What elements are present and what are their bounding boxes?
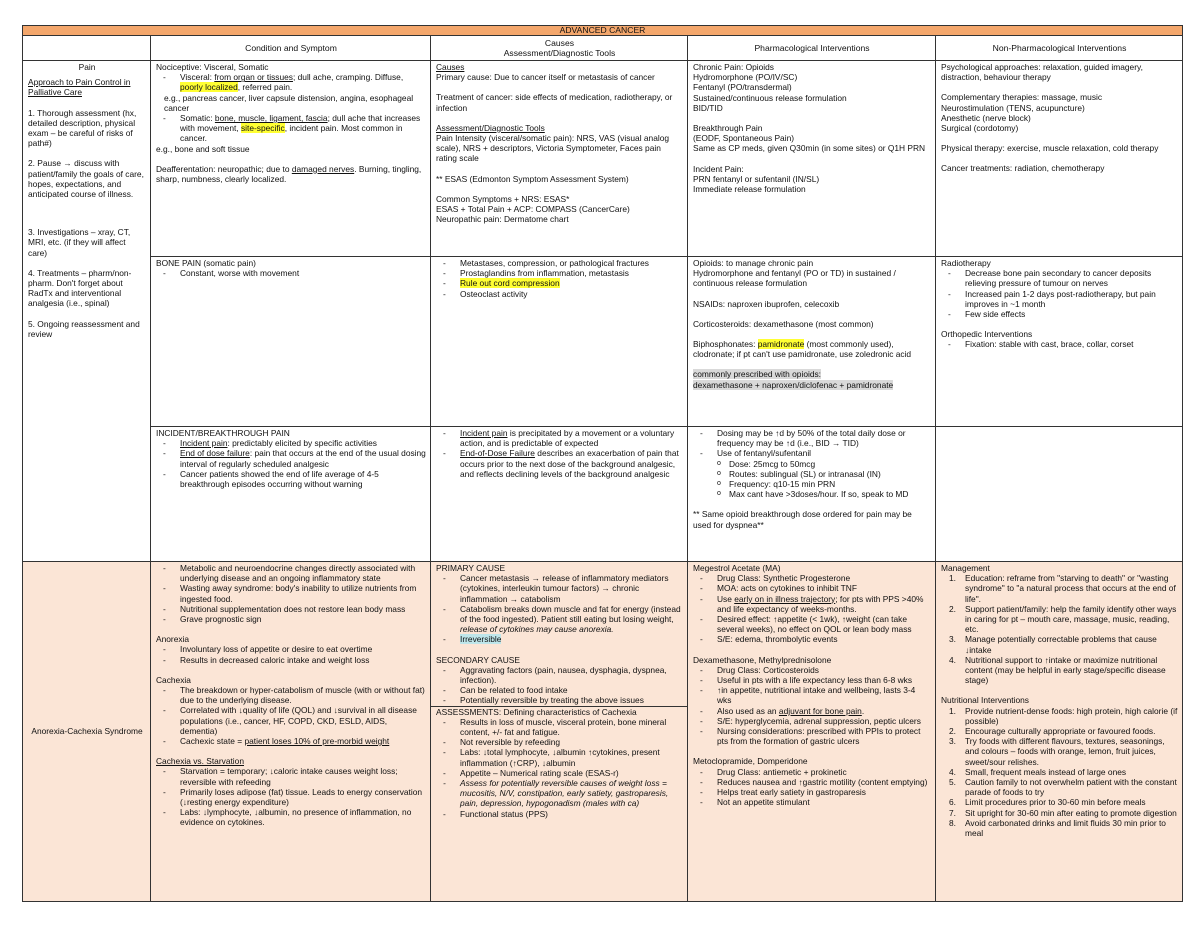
anorexia-causes-cell: PRIMARY CAUSE - Cancer metastasis → release of inflammatory mediators (cytokines, interleukin tumour factors) → chronic inflammation → catabolism - Catabolism breaks down muscle and fat for energy (instead of the food ingested). Patient still eating but losing weight, release of cytokines may cause anorexia. - Irreversible SECONDARY CAUSE - Aggravating factors (pain, nausea, dysphagia, dyspnea, infection). - Can be related to food intake - Potentially reversible by treating the above issues ASSESSMENTS: Defining characteristics of Cachexia - Results in loss of muscle, visceral protein, bone mineral content, +/- fat and fatigue. - Not reversible by refeeding - Labs: ↓total lymphocyte, ↓albumin ↑cytokines, present inflammation (↑CRP), ↓albumin - Appetite – Numerical rating scale (ESAS-r) - Assess for potentially reversible causes of weight loss = mucositis, N/V, constipation, early satiety, gastroparesis, pain, depression, hypogonadism (males with ca) - Functional status (PPS) xyxy=(431,562,688,902)
anorexia-row xyxy=(23,562,1183,902)
pain-topic-name: Pain xyxy=(78,62,96,72)
list-item: - Cancer metastasis → release of inflammatory mediators (cytokines, interleukin tumour factors) → chronic inflammation → catabolism xyxy=(436,573,683,604)
list-item: - Primarily loses adipose (fat) tissue. Leads to energy conservation (↓resting energy expenditure) xyxy=(156,787,426,807)
pain-step: 2. Pause → discuss with patient/family the goals of care, hopes, expectations, and anticipated course of illness. xyxy=(28,158,144,200)
anorexia-pharm-cell: Megestrol Acetate (MA) - Drug Class: Synthetic Progesterone - MOA: acts on cytokines to inhibit TNF - Use early on in illness trajectory; for pts with PPS >40% and life expectancy of weeks-months. - Desired effect: ↑appetite (< 1wk), ↑weight (can take several weeks), no effect on QOL or lean body mass - S/E: edema, thrombolytic events Dexamethasone, Methylprednisolone - Drug Class: Corticosteroids - Useful in pts with a life expectancy less than 6-8 wks - ↑in appetite, nutritional intake and wellbeing, lasts 3-4 wks - Also used as an adjuvant for bone pain. - S/E: hyperglycemia, adrenal suppression, peptic ulcers - Nursing considerations: prescribed with PPIs to protect pts from the formation of gastric ulcers Metoclopramide, Domperidone - Drug Class: antiemetic + prokinetic - Reduces nausea and ↑gastric motility (content emptying) - Helps treat early satiety in gastroparesis - Not an appetite stimulant xyxy=(688,562,936,902)
list-item: - Metastases, compression, or pathological fractures xyxy=(436,258,683,268)
list-item: - Labs: ↓total lymphocyte, ↓albumin ↑cytokines, present inflammation (↑CRP), ↓albumin xyxy=(436,747,683,767)
list-item: o Dose: 25mcg to 50mcg xyxy=(693,459,931,469)
list-item: - Osteoclast activity xyxy=(436,289,683,299)
incident-nonpharm-cell xyxy=(936,427,1183,562)
anorexia-condition-cell: - Metabolic and neuroendocrine changes directly associated with underlying disease and an ongoing inflammatory state - Wasting away syndrome: body's inability to utilize nutrients from ingested food. - Nutritional supplementation does not restore lean body mass - Grave prognostic sign Anorexia - Involuntary loss of appetite or desire to eat overtime - Results in decreased caloric intake and weight loss Cachexia - The breakdown or hyper-catabolism of muscle (with or without fat) due to the underlying disease. - Correlated with ↓quality of life (QOL) and ↓survival in all disease populations (i.e., cancer, HF, COPD, CKD, ESLD, AIDS, dementia) - Cachexic state = patient loses 10% of pre-morbid weight Cachexia vs. Starvation - Starvation = temporary; ↓caloric intake causes weight loss; reversible with refeeding - Primarily loses adipose (fat) tissue. Leads to energy conservation (↓resting energy expenditure) - Labs: ↓lymphocyte, ↓albumin, no presence of inflammation, no evidence on cytokines. xyxy=(151,562,431,902)
list-item: - Increased pain 1-2 days post-radiotherapy, but pain improves in ~1 month xyxy=(941,289,1178,309)
pain-topic-cell xyxy=(23,61,151,562)
incident-pain-cell: INCIDENT/BREAKTHROUGH PAIN - Incident pain: predictably elicited by specific activities - End of dose failure: pain that occurs at the end of the usual dosing interval of regularly scheduled analgesic - Cancer patients showed the end of life average of 4-5 breakthrough episodes occurring without warning xyxy=(151,427,431,562)
header-condition: Condition and Symptom xyxy=(151,36,431,61)
list-item: - Drug Class: Synthetic Progesterone xyxy=(693,573,931,583)
pain-row-incident xyxy=(23,427,1183,562)
list-item: - Correlated with ↓quality of life (QOL) and ↓survival in all disease populations (i.e., cancer, HF, COPD, CKD, ESLD, AIDS, dementia) xyxy=(156,705,426,736)
header-pharm: Pharmacological Interventions xyxy=(688,36,936,61)
pain-step: 5. Ongoing reassessment and review xyxy=(28,318,140,339)
list-item: - Functional status (PPS) xyxy=(436,809,683,819)
list-item: 8. Avoid carbonated drinks and limit fluids 30 min prior to meal xyxy=(949,817,1166,839)
list-item: - Prostaglandins from inflammation, metastasis xyxy=(436,268,683,278)
list-item: - Decrease bone pain secondary to cancer deposits relieving pressure of tumour on nerves xyxy=(941,268,1178,288)
list-item: o Max cant have >3doses/hour. If so, speak to MD xyxy=(693,489,931,499)
list-item: - S/E: hyperglycemia, adrenal suppression, peptic ulcers xyxy=(693,716,931,726)
header-causes: Causes Assessment/Diagnostic Tools xyxy=(431,36,688,61)
list-item: - Cancer patients showed the end of life average of 4-5 breakthrough episodes occurring without warning xyxy=(156,469,426,489)
list-item: - Results in loss of muscle, visceral protein, bone mineral content, +/- fat and fatigue. xyxy=(436,717,683,737)
pain-step: 1. Thorough assessment (hx, detailed description, physical exam – be careful of risks of path#) xyxy=(28,107,137,149)
list-item: - Also used as an adjuvant for bone pain. xyxy=(693,706,931,716)
list-item: - Use of fentanyl/sufentanil xyxy=(693,448,931,458)
list-item: - Labs: ↓lymphocyte, ↓albumin, no presence of inflammation, no evidence on cytokines. xyxy=(156,807,426,827)
pain-step: 4. Treatments – pharm/non-pharm. Don't forget about RadTx and interventional analgesia (i.e., spinal) xyxy=(28,267,132,309)
list-item: - Potentially reversible by treating the above issues xyxy=(436,695,683,705)
header-nonpharm: Non-Pharmacological Interventions xyxy=(936,36,1183,61)
list-item: - Aggravating factors (pain, nausea, dysphagia, dyspnea, infection). xyxy=(436,665,683,685)
list-item: - End-of-Dose Failure describes an exacerbation of pain that occurs prior to the next dose of the background analgesic, and reflects declining levels of the background analgesic xyxy=(436,448,683,479)
list-item: - The breakdown or hyper-catabolism of muscle (with or without fat) due to the underlying disease. xyxy=(156,685,426,705)
list-item: 1. Education: reframe from "starving to death" or "wasting syndrome" to "a natural process that occurs at the end of life". xyxy=(949,573,1176,604)
list-item: - Results in decreased caloric intake and weight loss xyxy=(156,655,426,665)
pain-causes-cell: Causes Primary cause: Due to cancer itself or metastasis of cancer Treatment of cancer: side effects of medication, radiotherapy, or infection Assessment/Diagnostic Tools Pain Intensity (visceral/somatic pain): NRS, VAS (visual analog scale), NRS + descriptors, Victoria Symptometer, Faces pain rating scale ** ESAS (Edmonton Symptom Assessment System) Common Symptoms + NRS: ESAS* ESAS + Total Pain + ACP: COMPASS (CancerCare) Neuropathic pain: Dermatome chart xyxy=(431,61,688,257)
header-row xyxy=(23,36,1183,61)
list-item: - Nutritional supplementation does not restore lean body mass xyxy=(156,604,426,614)
pain-approach-heading: Approach to Pain Control in Palliative Care xyxy=(28,77,131,98)
pain-nonpharm-cell: Psychological approaches: relaxation, guided imagery, distraction, behaviour therapy Complementary therapies: massage, music Neurostimulation (TENS, acupuncture) Anesthetic (nerve block) Surgical (cordotomy) Physical therapy: exercise, muscle relaxation, cold therapy Cancer treatments: radiation, chemotherapy xyxy=(936,61,1183,257)
list-item: - Cachexic state = patient loses 10% of pre-morbid weight xyxy=(156,736,426,746)
list-item: - Helps treat early satiety in gastroparesis xyxy=(693,787,931,797)
list-item: - Somatic: bone, muscle, ligament, fascia; dull ache that increases with movement, site-specific, incident pain. Most common in cancer. xyxy=(156,113,426,144)
incident-pharm-cell: - Dosing may be ↑d by 50% of the total daily dose or frequency may be ↑d (i.e., BID → TID) - Use of fentanyl/sufentanil o Dose: 25mcg to 50mcg o Routes: sublingual (SL) or intranasal (IN) o Frequency: q10-15 min PRN o Max cant have >3doses/hour. If so, speak to MD ** Same opioid breakthrough dose ordered for pain may be used for dyspnea** xyxy=(688,427,936,562)
list-item: - Fixation: stable with cast, brace, collar, corset xyxy=(941,339,1178,349)
list-item: 3. Manage potentially correctable problems that cause ↓intake xyxy=(949,634,1157,655)
list-item: - Incident pain is precipitated by a movement or a voluntary action, and is predictable of expected xyxy=(436,428,683,448)
list-item: - Not reversible by refeeding xyxy=(436,737,683,747)
list-item: - End of dose failure: pain that occurs at the end of the usual dosing interval of regularly scheduled analgesic xyxy=(156,448,426,468)
list-item: - Starvation = temporary; ↓caloric intake causes weight loss; reversible with refeeding xyxy=(156,766,426,786)
bone-pain-cell: BONE PAIN (somatic pain) - Constant, worse with movement xyxy=(151,257,431,427)
list-item: 3. Try foods with different flavours, textures, seasonings, and colours – foods with orange, lemon, fruit juices, sweet/sour relishes. xyxy=(949,736,1165,767)
list-item: 4. Small, frequent meals instead of large ones xyxy=(949,766,1127,777)
list-item: - Irreversible xyxy=(436,634,683,644)
list-item: - Drug Class: antiemetic + prokinetic xyxy=(693,767,931,777)
list-item: - Not an appetite stimulant xyxy=(693,797,931,807)
advanced-cancer-sheet xyxy=(22,25,1182,902)
list-item: - Use early on in illness trajectory; for pts with PPS >40% and life expectancy of weeks-months. xyxy=(693,594,931,614)
list-item: - Few side effects xyxy=(941,309,1178,319)
list-item: - Appetite – Numerical rating scale (ESAS-r) xyxy=(436,768,683,778)
list-item: - Incident pain: predictably elicited by specific activities xyxy=(156,438,426,448)
list-item: - Drug Class: Corticosteroids xyxy=(693,665,931,675)
pain-step: 3. Investigations – xray, CT, MRI, etc. (if they will affect care) xyxy=(28,227,131,258)
list-item: - Desired effect: ↑appetite (< 1wk), ↑weight (can take several weeks), no effect on QOL or lean body mass xyxy=(693,614,931,634)
list-item: 1. Provide nutrient-dense foods: high protein, high calorie (if possible) xyxy=(949,705,1178,726)
pain-row-nociceptive xyxy=(23,61,1183,257)
list-item: - Involuntary loss of appetite or desire to eat overtime xyxy=(156,644,426,654)
nociceptive-cell: Nociceptive: Visceral, Somatic - Visceral: from organ or tissues; dull ache, cramping. Diffuse, poorly localized, referred pain. e.g., pancreas cancer, liver capsule distension, angina, esophageal cancer - Somatic: bone, muscle, ligament, fascia; dull ache that increases with movement, site-specific, incident pain. Most common in cancer. e.g., bone and soft tissue Deafferentation: neuropathic; due to damaged nerves. Burning, tingling, sharp, numbness, clearly localized. xyxy=(151,61,431,257)
list-item: - Useful in pts with a life expectancy less than 6-8 wks xyxy=(693,675,931,685)
bone-causes-cell xyxy=(431,257,688,427)
bone-pharm-cell: Opioids: to manage chronic pain Hydromorphone and fentanyl (PO or TD) in sustained / continuous release formulation NSAIDs: naproxen ibuprofen, celecoxib Corticosteroids: dexamethasone (most common) Biphosphonates: pamidronate (most commonly used), clodronate; if pt can't use pamidronate, use zoledronic acid commonly prescribed with opioids: dexamethasone + naproxen/diclofenac + pamidronate xyxy=(688,257,936,427)
bone-nonpharm-cell: Radiotherapy - Decrease bone pain secondary to cancer deposits relieving pressure of tumour on nerves - Increased pain 1-2 days post-radiotherapy, but pain improves in ~1 month - Few side effects Orthopedic Interventions - Fixation: stable with cast, brace, collar, corset xyxy=(936,257,1183,427)
anorexia-topic-cell: Anorexia-Cachexia Syndrome xyxy=(23,562,151,902)
list-item: 6. Limit procedures prior to 30-60 min before meals xyxy=(949,797,1146,808)
list-item: - S/E: edema, thrombolytic events xyxy=(693,634,931,644)
list-item: - Visceral: from organ or tissues; dull ache, cramping. Diffuse, poorly localized, referred pain. xyxy=(156,72,426,92)
advanced-cancer-table xyxy=(22,25,1183,902)
list-item: - Nursing considerations: prescribed with PPIs to protect pts from the formation of gastric ulcers xyxy=(693,726,931,746)
list-item: o Routes: sublingual (SL) or intranasal (IN) xyxy=(693,469,931,479)
list-item: - Metabolic and neuroendocrine changes directly associated with underlying disease and an ongoing inflammatory state xyxy=(156,563,426,583)
list-item: 2. Support patient/family: help the family identify other ways in caring for pt – mouth care, massage, music, reading, etc. xyxy=(949,603,1177,635)
list-item: 5. Caution family to not overwhelm patient with the constant parade of foods to try xyxy=(949,777,1177,798)
table-title: ADVANCED CANCER xyxy=(23,26,1183,36)
list-item: - Constant, worse with movement xyxy=(156,268,426,278)
list-item: - Can be related to food intake xyxy=(436,685,683,695)
list-item: - Dosing may be ↑d by 50% of the total daily dose or frequency may be ↑d (i.e., BID → TID) xyxy=(693,428,931,448)
incident-causes-cell xyxy=(431,427,688,562)
anorexia-nonpharm-cell: Management 1. Education: reframe from "starving to death" or "wasting syndrome" to "a natural process that occurs at the end of life". 2. Support patient/family: help the family identify other ways in caring for pt – mouth care, massage, music, reading, etc. 3. Manage potentially correctable problems that cause ↓intake 4. Nutritional support to ↑intake or maximize nutritional content (may be helpful in early stage/specific disease stage) Nutritional Interventions 1. Provide nutrient-dense foods: high protein, high calorie (if possible) 2. Encourage culturally appropriate or favoured foods. 3. Try foods with different flavours, textures, seasonings, and colours – foods with orange, lemon, fruit juices, sweet/sour relishes. 4. Small, frequent meals instead of large ones 5. Caution family to not overwhelm patient with the constant parade of foods to try 6. Limit procedures prior to 30-60 min before meals 7. Sit upright for 30-60 min after eating to promote digestion 8. Avoid carbonated drinks and limit fluids 30 min prior to meal xyxy=(936,562,1183,902)
list-item: - Catabolism breaks down muscle and fat for energy (instead of the food ingested). Patient still eating but losing weight, release of cytokines may cause anorexia. xyxy=(436,604,683,635)
list-item: 2. Encourage culturally appropriate or favoured foods. xyxy=(949,726,1156,737)
list-item: - Wasting away syndrome: body's inability to utilize nutrients from ingested food. xyxy=(156,583,426,603)
list-item: - MOA: acts on cytokines to inhibit TNF xyxy=(693,583,931,593)
list-item: o Frequency: q10-15 min PRN xyxy=(693,479,931,489)
list-item: - ↑in appetite, nutritional intake and wellbeing, lasts 3-4 wks xyxy=(693,685,931,705)
list-item: 7. Sit upright for 30-60 min after eating to promote digestion xyxy=(949,807,1177,818)
list-item: - Reduces nausea and ↑gastric motility (content emptying) xyxy=(693,777,931,787)
list-item: - Rule out cord compression xyxy=(436,278,683,288)
pain-pharm-cell: Chronic Pain: Opioids Hydromorphone (PO/IV/SC) Fentanyl (PO/transdermal) Sustained/continuous release formulation BID/TID Breakthrough Pain (EODF, Spontaneous Pain) Same as CP meds, given Q30min (in some sites) or Q1H PRN Incident Pain: PRN fentanyl or sufentanil (IN/SL) Immediate release formulation xyxy=(688,61,936,257)
list-item: - Assess for potentially reversible causes of weight loss = mucositis, N/V, constipation, early satiety, gastroparesis, pain, depression, hypogonadism (males with ca) xyxy=(436,778,683,809)
list-item: - Grave prognostic sign xyxy=(156,614,426,624)
pain-row-bone xyxy=(23,257,1183,427)
list-item: 4. Nutritional support to ↑intake or maximize nutritional content (may be helpful in early stage/specific disease stage) xyxy=(949,654,1166,686)
